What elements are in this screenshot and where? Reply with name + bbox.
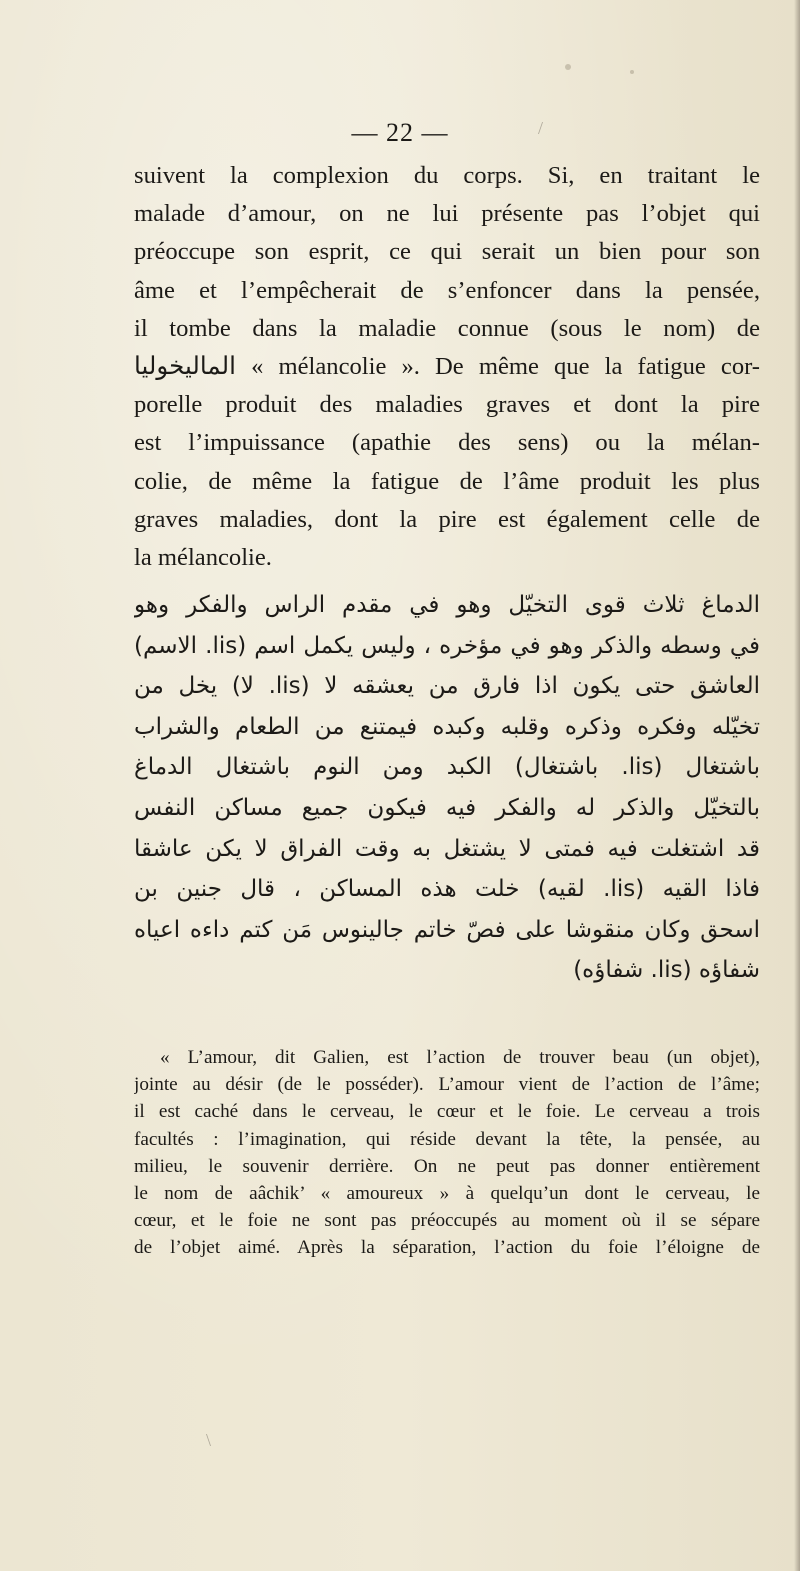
- translation-line: milieu, le souvenir derrière. On ne peut pas donner entièrement: [134, 1155, 760, 1177]
- paper-stain: [630, 70, 634, 74]
- french-paragraph: [134, 157, 760, 577]
- paper-stain: [565, 64, 571, 70]
- text-line: porelle produit des maladies graves et dont la pire: [134, 391, 760, 419]
- text-line: graves maladies, dont la pire est également celle de: [134, 505, 760, 533]
- translation-line: « L’amour, dit Galien, est l’action de trouver beau (un objet),: [160, 1047, 760, 1068]
- text-line: est l’impuissance (apathie des sens) ou la mélan-: [134, 429, 760, 457]
- translation-line: le nom de aâchik’ « amoureux » à quelqu’un dont le cerveau, le: [134, 1183, 760, 1205]
- text-line: الماليخوليا « mélancolie ». De même que la fatigue cor-: [134, 353, 760, 381]
- arabic-line: فاذا القيه (lis. لقيه) خلت هذه المساكن ، قال جنين بن: [134, 876, 760, 903]
- text-line: âme et l’empêcherait de s’enfoncer dans la pensée,: [134, 276, 760, 304]
- arabic-line: العاشق حتى يكون اذا فارق من يعشقه لا (lis. لا) يخل من: [134, 673, 760, 700]
- translation-line: il est caché dans le cerveau, le cœur et le foie. Le cerveau a trois: [134, 1101, 760, 1123]
- translation-line: cœur, et le foie ne sont pas préoccupés au moment où il se sépare: [134, 1210, 760, 1232]
- arabic-line: باشتغال (lis. باشتغال) الكبد ومن النوم باشتغال الدماغ: [134, 754, 760, 781]
- text-line: malade d’amour, on ne lui présente pas l’objet qui: [134, 200, 760, 228]
- text-line: colie, de même la fatigue de l’âme produit les plus: [134, 467, 760, 495]
- text-line: il tombe dans la maladie connue (sous le nom) de: [134, 314, 760, 342]
- arabic-line: اسحق وكان منقوشا على فصّ خاتم جالينوس مَن كتم داءه اعياه: [134, 916, 760, 943]
- translation-paragraph: [134, 1044, 760, 1262]
- arabic-line: في وسطه والذكر وهو في مؤخره ، وليس يكمل اسم (lis. الاسم): [134, 632, 760, 659]
- arabic-quotation: [134, 585, 760, 991]
- text-line: préoccupe son esprit, ce qui serait un bien pour son: [134, 238, 760, 266]
- margin-tick: \: [206, 1430, 212, 1450]
- arabic-line: بالتخيّل والذكر له والفكر فيه فيكون جميع مساكن النفس: [134, 794, 760, 821]
- margin-tick: /: [538, 118, 544, 138]
- arabic-line: تخيّله وفكره وذكره وقلبه وكبده فيمتنع من الطعام والشراب: [134, 713, 760, 740]
- arabic-line: الدماغ ثلاث قوى التخيّل وهو في مقدم الراس والفكر وهو: [134, 592, 760, 618]
- page-number: — 22 —: [351, 118, 449, 147]
- text-line: la mélancolie.: [134, 544, 272, 572]
- translation-line: facultés : l’imagination, qui réside devant la tête, la pensée, au: [134, 1128, 760, 1150]
- page-edge-shadow: [794, 0, 800, 1571]
- translation-line: de l’objet aimé. Après la séparation, l’action du foie l’éloigne de: [134, 1237, 760, 1259]
- arabic-line: قد اشتغلت فيه فمتى لا يشتغل به وقت الفراق لا يكن عاشقا: [134, 835, 760, 862]
- translation-line: jointe au désir (de le posséder). L’amour vient de l’action de l’âme;: [134, 1074, 760, 1096]
- text-line: suivent la complexion du corps. Si, en traitant le: [134, 162, 760, 189]
- arabic-line: شفاؤه (lis. شفاؤه): [573, 957, 760, 984]
